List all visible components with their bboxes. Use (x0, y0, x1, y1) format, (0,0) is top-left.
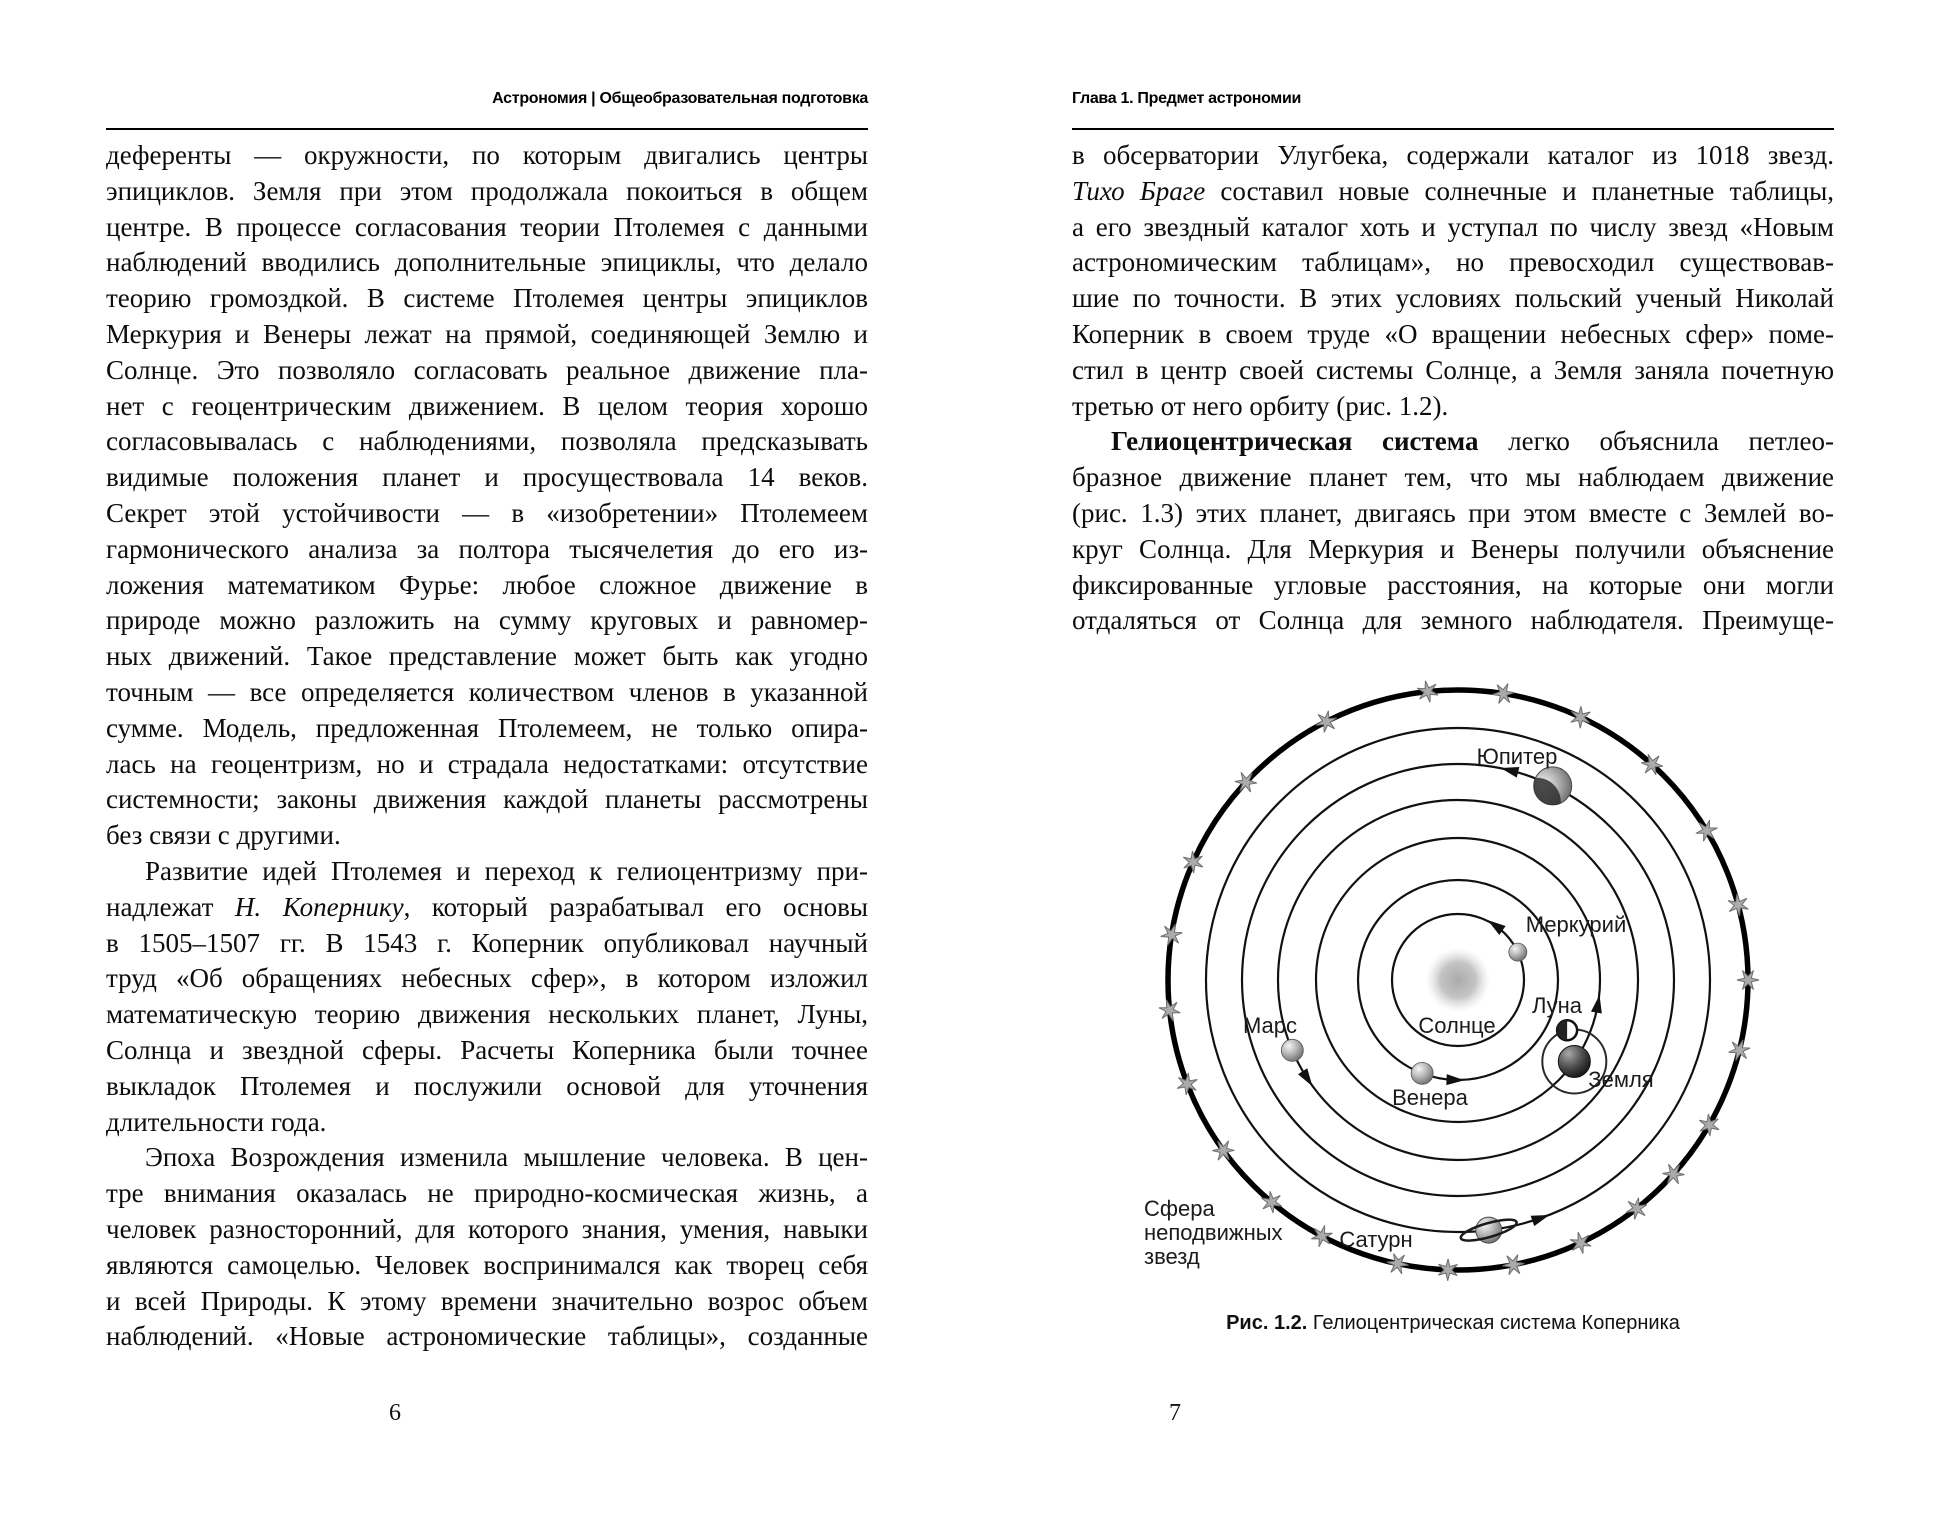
running-head-right: Глава 1. Предмет астрономии (1072, 90, 1302, 107)
planet-label-mars: Марс (1242, 1013, 1298, 1038)
header-rule-left (106, 128, 868, 130)
text-line: видимые положения планет и просуществовала 14 веков. (106, 462, 868, 493)
star-icon (1502, 1255, 1524, 1275)
text-line: ложения математиком Фурье: любое сложное движение в (106, 569, 868, 600)
running-head-left: Астрономия | Общеобразовательная подготовка (492, 90, 868, 107)
direction-arrow (1446, 1074, 1464, 1086)
text-line: Солнца и звездной сферы. Расчеты Коперника были точнее (106, 1034, 868, 1065)
star-icon (1311, 1225, 1332, 1246)
planet-label-mercury: Меркурий (1525, 912, 1627, 937)
star-icon (1177, 1073, 1197, 1095)
star-icon (1728, 894, 1748, 916)
text-line: согласовывалась с наблюдениями, позволяла предсказывать (106, 426, 868, 457)
planet-venus (1411, 1062, 1433, 1084)
text-line: точным — все определяется количеством членов в указанной (106, 676, 868, 707)
star-icon (1492, 684, 1514, 704)
moon-label: Луна (1531, 993, 1583, 1018)
text-line: системности; законы движения каждой планеты рассмотрены (106, 784, 868, 815)
header-rule-right (1072, 128, 1834, 130)
text-line: лась на геоцентризм, но и страдала недостатками: отсутствие (106, 748, 868, 779)
text-line: (рис. 1.3) этих планет, двигаясь при этом вместе с Землей во- (1072, 497, 1834, 528)
planet-label-venus: Венера (1392, 1085, 1468, 1110)
text-line: третью от него орбиту (рис. 1.2). (1072, 390, 1449, 421)
planet-label-jupiter: Юпитер (1476, 744, 1558, 769)
text-line: круг Солнца. Для Меркурия и Венеры получили объяснение (1072, 533, 1834, 564)
text-line: ных движений. Такое представление может быть как угодно (106, 641, 868, 672)
direction-arrow (1298, 1068, 1317, 1089)
page-number-left: 6 (389, 1400, 401, 1426)
text-line: выкладок Птолемея и послужили основой для уточнения (106, 1070, 868, 1101)
text-line: Меркурия и Венеры лежат на прямой, соединяющей Землю и (106, 318, 868, 349)
text-line: в 1505–1507 гг. В 1543 г. Коперник опубликовал научный (106, 927, 868, 958)
text-line: труд «Об обращениях небесных сфер», в котором изложил (106, 963, 868, 994)
text-line: Развитие идей Птолемея и переход к гелиоцентризму при- (145, 855, 868, 886)
text-line: наблюдений вводились дополнительные эпициклы, что делало (106, 247, 868, 278)
text-line: отдаляться от Солнца для земного наблюдателя. Преимуще- (1072, 605, 1834, 636)
left-text-column (106, 138, 868, 1355)
text-line: и всей Природы. К этому времени значительно возрос объем (106, 1285, 868, 1316)
text-line: Коперник в своем труде «О вращении небесных сфер» поме- (1072, 318, 1834, 349)
text-line: бразное движение планет тем, что мы наблюдаем движение (1072, 462, 1834, 493)
text-line: шие по точности. В этих условиях польский ученый Николай (1072, 283, 1834, 314)
text-line: Гелиоцентрическая система легко объяснила петлео- (1111, 426, 1834, 457)
figure-caption-number: Рис. 1.2. (1226, 1312, 1308, 1334)
text-line: Солнце. Это позволяло согласовать реальное движение пла- (106, 354, 868, 385)
direction-arrow (1531, 1210, 1552, 1226)
star-icon (1183, 851, 1203, 873)
star-icon (1696, 820, 1717, 841)
text-line: длительности года. (106, 1106, 327, 1137)
text-line: фиксированные угловые расстояния, на которые они могли (1072, 569, 1834, 600)
text-line: теорию громоздкой. В системе Птолемея центры эпициклов (106, 283, 868, 314)
right-text-column (1072, 138, 1834, 639)
text-line: астрономическим таблицам», но превосходил существовав- (1072, 247, 1834, 278)
text-line: стил в центр своей системы Солнце, а Земля заняла почетную (1072, 354, 1834, 385)
page-number-right: 7 (1169, 1400, 1181, 1426)
planet-earth (1558, 1045, 1590, 1077)
planet-label-saturn: Сатурн (1339, 1227, 1413, 1252)
star-icon (1570, 1232, 1591, 1253)
text-line: надлежат Н. Копернику, который разрабатывал его основы (106, 891, 868, 922)
sun-label: Солнце (1418, 1013, 1496, 1038)
text-line: Тихо Браге составил новые солнечные и планетные таблицы, (1072, 175, 1835, 206)
star-icon (1316, 711, 1337, 733)
text-line: в обсерватории Улугбека, содержали каталог из 1018 звезд. (1072, 140, 1834, 170)
star-icon (1387, 1254, 1409, 1274)
text-line: нет с геоцентрическим движением. В целом теория хорошо (106, 390, 868, 421)
planet-mars (1281, 1039, 1303, 1061)
text-line: Эпоха Возрождения изменила мышление человека. В цен- (145, 1142, 868, 1173)
text-line: наблюдений. «Новые астрономические таблицы», созданные (106, 1321, 868, 1352)
text-line: математическую теорию движения нескольких планет, Луны, (106, 999, 868, 1030)
text-line: центре. В процессе согласования теории Птолемея с данными (106, 211, 868, 242)
figure-caption-text: Гелиоцентрическая система Коперника (1307, 1312, 1680, 1334)
figure-caption (1072, 1312, 1834, 1335)
text-line: природе можно разложить на сумму круговых и равномер- (106, 605, 868, 636)
text-line: без связи с другими. (106, 820, 341, 851)
text-line: Секрет этой устойчивости — в «изобретении» Птолемеем (106, 497, 868, 528)
text-line: являются самоцелью. Человек воспринимался как творец себя (106, 1249, 868, 1280)
text-line: человек разносторонний, для которого знания, умения, навыки (106, 1213, 868, 1244)
planet-mercury (1509, 943, 1527, 961)
text-line: деференты — окружности, по которым двигались центры (106, 140, 868, 170)
text-line: гармонического анализа за полтора тысячелетия до его из- (106, 533, 868, 564)
planet-label-earth: Земля (1588, 1067, 1654, 1092)
copernican-system-figure (1078, 660, 1840, 1308)
text-line: сумме. Модель, предложенная Птолемеем, не только опира- (106, 712, 868, 743)
fixed-stars-sphere-label: Сфера неподвижных звезд (1144, 1196, 1283, 1269)
star-icon (1571, 706, 1591, 728)
sun (1426, 948, 1490, 1012)
text-line: тре внимания оказалась не природно-космическая жизнь, а (106, 1178, 868, 1209)
text-line: а его звездный каталог хоть и уступал по числу звезд «Новым (1072, 211, 1834, 242)
text-line: эпициклов. Земля при этом продолжала покоиться в общем (106, 175, 868, 206)
